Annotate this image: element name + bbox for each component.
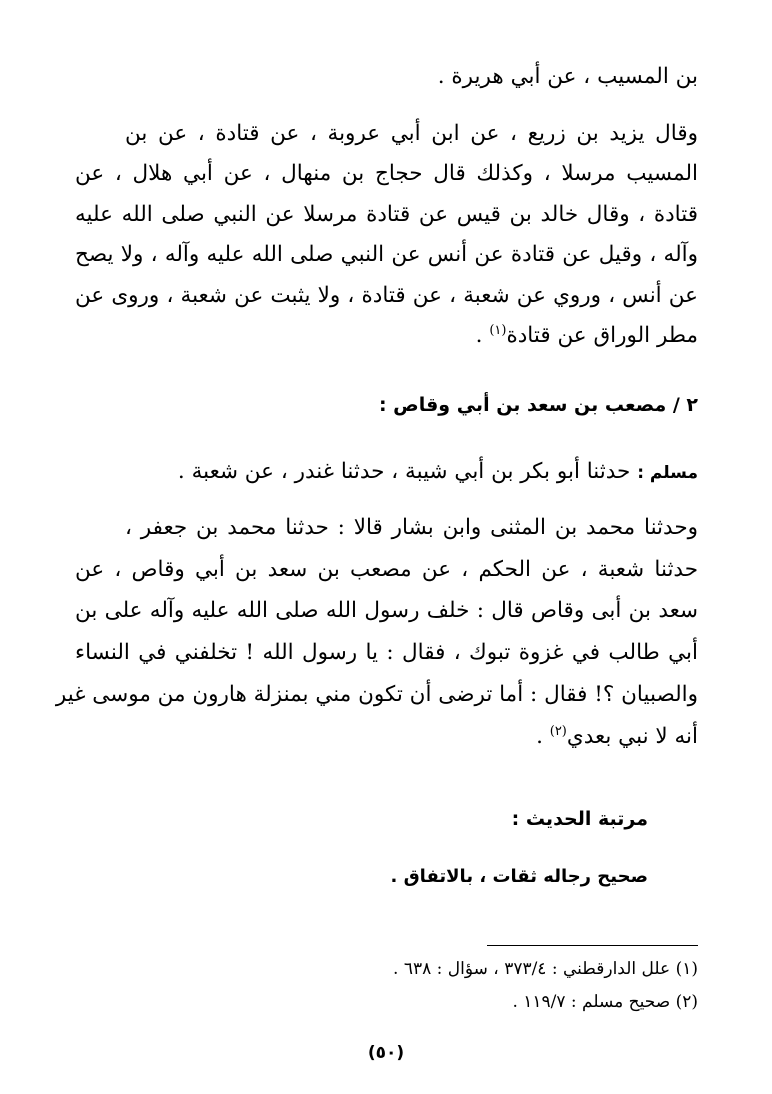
text-line bbox=[125, 457, 698, 488]
end-punctuation: . bbox=[536, 724, 550, 749]
text-line: وحدثنا محمد بن المثنى وابن بشار قالا : حدثنا محمد بن جعفر ، bbox=[125, 515, 698, 540]
text-line: عن أنس ، وروي عن شعبة ، عن قتادة ، ولا يثبت عن شعبة ، وروى عن bbox=[75, 283, 698, 308]
source-label: مسلم : bbox=[637, 463, 698, 483]
text-line bbox=[75, 722, 698, 752]
footnote: (٢) صحيح مسلم : ١١٩/٧ . bbox=[512, 992, 698, 1012]
footnote-ref[interactable]: (١) bbox=[489, 322, 507, 338]
text-fragment: حدثنا أبو بكر بن أبي شيبة ، حدثنا غندر ، عن شعبة . bbox=[177, 459, 638, 484]
text-line bbox=[75, 321, 698, 351]
footnote-divider bbox=[487, 945, 698, 946]
end-punctuation: . bbox=[475, 323, 490, 348]
text-line: والصبيان ؟! فقال : أما ترضى أن تكون مني بمنزلة هارون من موسى غير bbox=[55, 682, 698, 707]
text-fragment: أنه لا نبي بعدي bbox=[566, 724, 698, 749]
section-heading: ٢ / مصعب بن سعد بن أبي وقاص : bbox=[378, 394, 698, 416]
text-line: حدثنا شعبة ، عن الحكم ، عن مصعب بن سعد بن أبي وقاص ، عن bbox=[75, 557, 698, 582]
footnote: (١) علل الدارقطني : ٣٧٣/٤ ، سؤال : ٦٣٨ . bbox=[393, 959, 698, 979]
text-line: بن المسيب ، عن أبي هريرة . bbox=[437, 64, 698, 89]
text-fragment: مطر الوراق عن قتادة bbox=[506, 323, 698, 348]
text-line: المسيب مرسلا ، وكذلك قال حجاج بن منهال ، عن أبي هلال ، عن bbox=[75, 161, 698, 186]
rank-heading: مرتبة الحديث : bbox=[511, 808, 648, 830]
text-line: سعد بن أبى وقاص قال : خلف رسول الله صلى الله عليه وآله على بن bbox=[75, 598, 698, 623]
rank-verdict: صحيح رجاله ثقات ، بالاتفاق . bbox=[390, 866, 648, 887]
text-line: قتادة ، وقال خالد بن قيس عن قتادة مرسلا عن النبي صلى الله عليه bbox=[75, 202, 698, 227]
footnote-ref[interactable]: (٢) bbox=[549, 723, 567, 739]
text-line: وآله ، وقيل عن قتادة عن أنس عن النبي صلى الله عليه وآله ، ولا يصح bbox=[75, 242, 698, 267]
text-line: وقال يزيد بن زريع ، عن ابن أبي عروبة ، عن قتادة ، عن بن bbox=[125, 121, 698, 146]
page-number: (٥٠) bbox=[367, 1043, 405, 1063]
text-line: أبي طالب في غزوة تبوك ، فقال : يا رسول الله ! تخلفني في النساء bbox=[75, 640, 698, 665]
